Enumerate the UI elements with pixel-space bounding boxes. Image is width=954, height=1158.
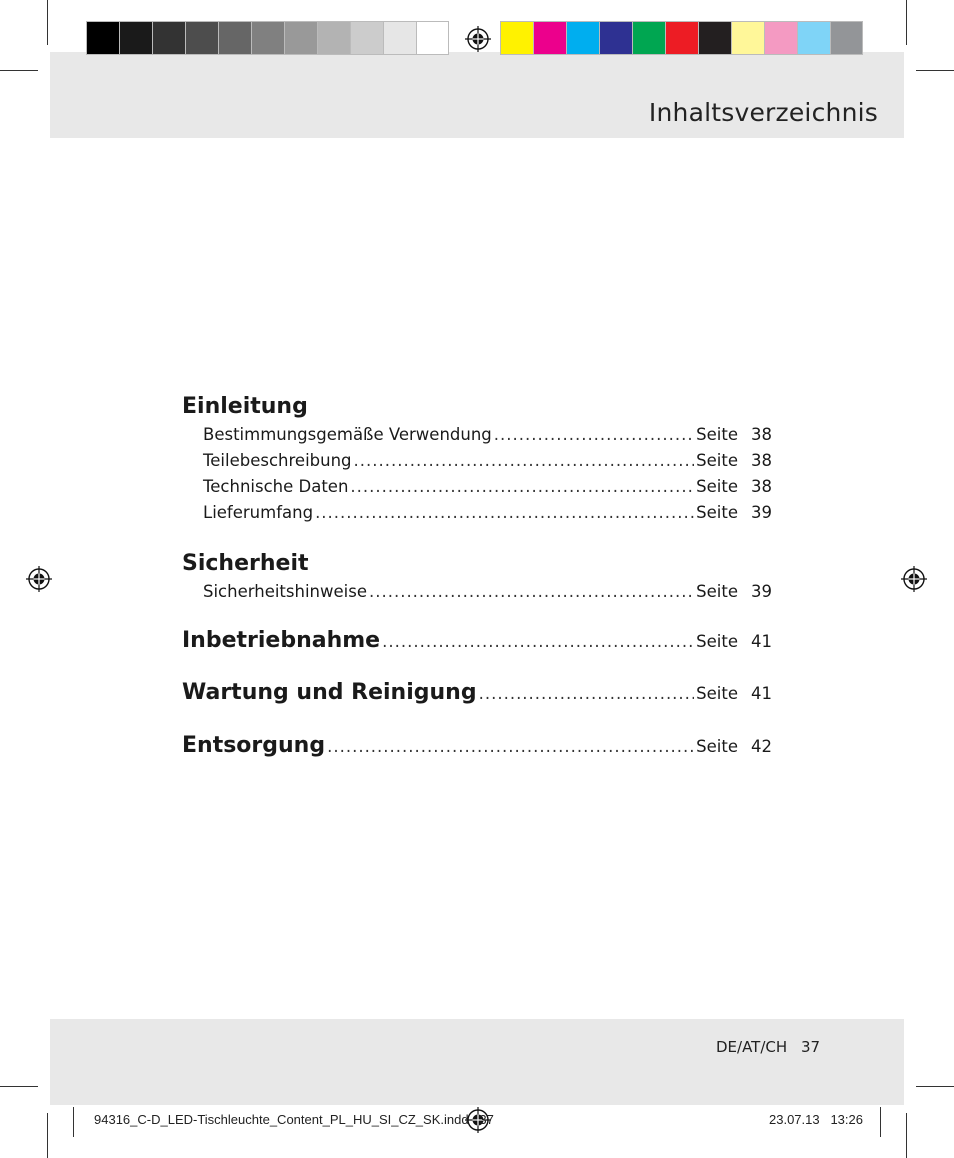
crop-mark (0, 1086, 38, 1087)
color-swatch (86, 21, 119, 55)
slug-date: 23.07.13 13:26 (769, 1112, 863, 1127)
leader-dots (350, 474, 694, 500)
color-swatch (416, 21, 449, 55)
page-number: 41 (751, 684, 772, 703)
color-swatch (764, 21, 797, 55)
toc-entry-label: Entsorgung (182, 733, 326, 758)
crop-mark (916, 1086, 954, 1087)
crop-mark (73, 1107, 74, 1137)
color-swatch (500, 21, 533, 55)
toc-entry-label: Wartung und Reinigung (182, 680, 477, 705)
toc-entry-entsorgung[interactable] (182, 733, 772, 758)
crop-mark (906, 1113, 907, 1158)
section-heading: Einleitung (182, 394, 308, 419)
page-word: Seite (696, 477, 738, 496)
color-swatch (350, 21, 383, 55)
page-word: Seite (696, 503, 738, 522)
toc-entry[interactable] (182, 579, 772, 605)
registration-mark-icon (26, 566, 52, 592)
page-number: 38 (751, 477, 772, 496)
page-word: Seite (696, 632, 738, 651)
toc-entry[interactable] (182, 474, 772, 500)
leader-dots (479, 684, 695, 703)
registration-mark-icon (465, 26, 491, 52)
toc-entry-label: Inbetriebnahme (182, 628, 381, 653)
page-number: 42 (751, 737, 772, 756)
leader-dots (327, 737, 694, 756)
color-swatch (251, 21, 284, 55)
leader-dots (315, 500, 694, 526)
color-swatch (383, 21, 416, 55)
leader-dots (354, 448, 695, 474)
toc-entry-inbetriebnahme[interactable] (182, 628, 772, 653)
color-swatch (152, 21, 185, 55)
page-number-footer: 37 (801, 1038, 821, 1056)
page-number: 38 (751, 425, 772, 444)
color-swatch (632, 21, 665, 55)
color-swatch (830, 21, 863, 55)
section-heading: Sicherheit (182, 551, 309, 576)
toc-section-sicherheit (182, 549, 772, 605)
page-number: 41 (751, 632, 772, 651)
color-swatch (185, 21, 218, 55)
toc-entry[interactable] (182, 500, 772, 526)
leader-dots (369, 579, 694, 605)
page-word: Seite (696, 684, 738, 703)
crop-mark (906, 0, 907, 45)
color-swatch (566, 21, 599, 55)
color-swatch (533, 21, 566, 55)
slug-filename: 94316_C-D_LED-Tischleuchte_Content_PL_HU_SI_CZ_SK.indd 37 (94, 1112, 494, 1127)
crop-mark (47, 1113, 48, 1158)
leader-dots (494, 422, 694, 448)
toc-entry-label: Sicherheitshinweise (203, 582, 367, 601)
color-swatch (599, 21, 632, 55)
toc-entry-label: Technische Daten (203, 477, 349, 496)
page-number: 38 (751, 451, 772, 470)
registration-mark-icon (901, 566, 927, 592)
language-code: DE/AT/CH (716, 1038, 788, 1056)
color-swatch-strip (500, 21, 863, 55)
color-swatch (731, 21, 764, 55)
crop-mark (916, 70, 954, 71)
color-swatch (317, 21, 350, 55)
color-swatch (218, 21, 251, 55)
color-swatch (284, 21, 317, 55)
color-swatch (698, 21, 731, 55)
page-title: Inhaltsverzeichnis (648, 98, 878, 127)
toc-entry[interactable] (182, 422, 772, 448)
page-number: 39 (751, 582, 772, 601)
crop-mark (47, 0, 48, 45)
toc-entry-label: Teilebeschreibung (203, 451, 352, 470)
crop-mark (0, 70, 38, 71)
page-word: Seite (696, 582, 738, 601)
footer-band (50, 1019, 904, 1105)
toc-entry-wartung[interactable] (182, 680, 772, 705)
toc-entry-label: Lieferumfang (203, 503, 314, 522)
color-swatch (665, 21, 698, 55)
leader-dots (382, 632, 694, 651)
toc-entry-label: Bestimmungsgemäße Verwendung (203, 425, 492, 444)
color-swatch (797, 21, 830, 55)
page-word: Seite (696, 737, 738, 756)
toc-entry[interactable] (182, 448, 772, 474)
page-word: Seite (696, 425, 738, 444)
toc-section-einleitung (182, 392, 772, 526)
page-word: Seite (696, 451, 738, 470)
color-swatch (119, 21, 152, 55)
page-number: 39 (751, 503, 772, 522)
crop-mark (880, 1107, 881, 1137)
gray-swatch-strip (86, 21, 449, 55)
